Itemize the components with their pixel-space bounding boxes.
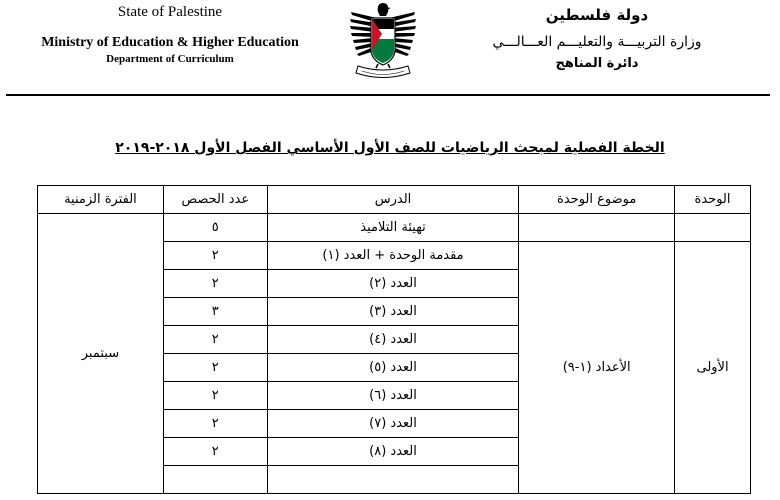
header-topic: موضوع الوحدة (519, 186, 675, 214)
state-name-english: State of Palestine (117, 4, 223, 20)
ministry-name-arabic: وزارة التربيـــة والتعليـــم العـــالـــي (492, 34, 702, 50)
header-period: الفترة الزمنية (38, 186, 164, 214)
lesson-cell (267, 466, 519, 494)
header-divider (6, 94, 770, 96)
letterhead (0, 0, 780, 96)
count-cell: ٢ (163, 382, 267, 410)
letterhead-english (0, 0, 340, 65)
count-cell: ٢ (163, 410, 267, 438)
unit-cell-empty (675, 214, 751, 242)
lesson-cell: العدد (٢) (267, 270, 519, 298)
ministry-name-english: Ministry of Education & Higher Education (41, 35, 299, 50)
lesson-cell: تهيئة التلاميذ (267, 214, 519, 242)
header-unit: الوحدة (675, 186, 751, 214)
topic-cell-empty (519, 214, 675, 242)
lesson-cell: العدد (٤) (267, 326, 519, 354)
count-cell: ٢ (163, 270, 267, 298)
table-row (38, 214, 751, 242)
unit-cell: الأولى (675, 242, 751, 494)
lesson-cell: العدد (٨) (267, 438, 519, 466)
count-cell: ٢ (163, 242, 267, 270)
count-cell: ٢ (163, 354, 267, 382)
lesson-cell: العدد (٧) (267, 410, 519, 438)
state-name-arabic: دولة فلسطين (545, 6, 649, 24)
count-cell: ٢ (163, 438, 267, 466)
topic-cell: الأعداد (١-٩) (519, 242, 675, 494)
department-name-arabic: دائرة المناهج (555, 56, 639, 71)
lesson-cell: مقدمة الوحدة + العدد (١) (267, 242, 519, 270)
semester-plan-table (37, 185, 751, 494)
header-lesson: الدرس (267, 186, 519, 214)
palestine-eagle-emblem-icon (344, 0, 422, 86)
letterhead-arabic (432, 0, 762, 71)
count-cell: ٣ (163, 298, 267, 326)
lesson-cell: العدد (٦) (267, 382, 519, 410)
count-cell (163, 466, 267, 494)
plan-title: الخطة الفصلية لمبحث الرياضيات للصف الأول الأساسي الفصل الأول ٢٠١٨-٢٠١٩ (115, 140, 665, 156)
lesson-cell: العدد (٥) (267, 354, 519, 382)
count-cell: ٢ (163, 326, 267, 354)
lesson-cell: العدد (٣) (267, 298, 519, 326)
header-count: عدد الحصص (163, 186, 267, 214)
department-name-english: Department of Curriculum (106, 53, 234, 65)
count-cell: ٥ (163, 214, 267, 242)
table-header-row (38, 186, 751, 214)
period-cell: سبتمبر (38, 214, 164, 494)
